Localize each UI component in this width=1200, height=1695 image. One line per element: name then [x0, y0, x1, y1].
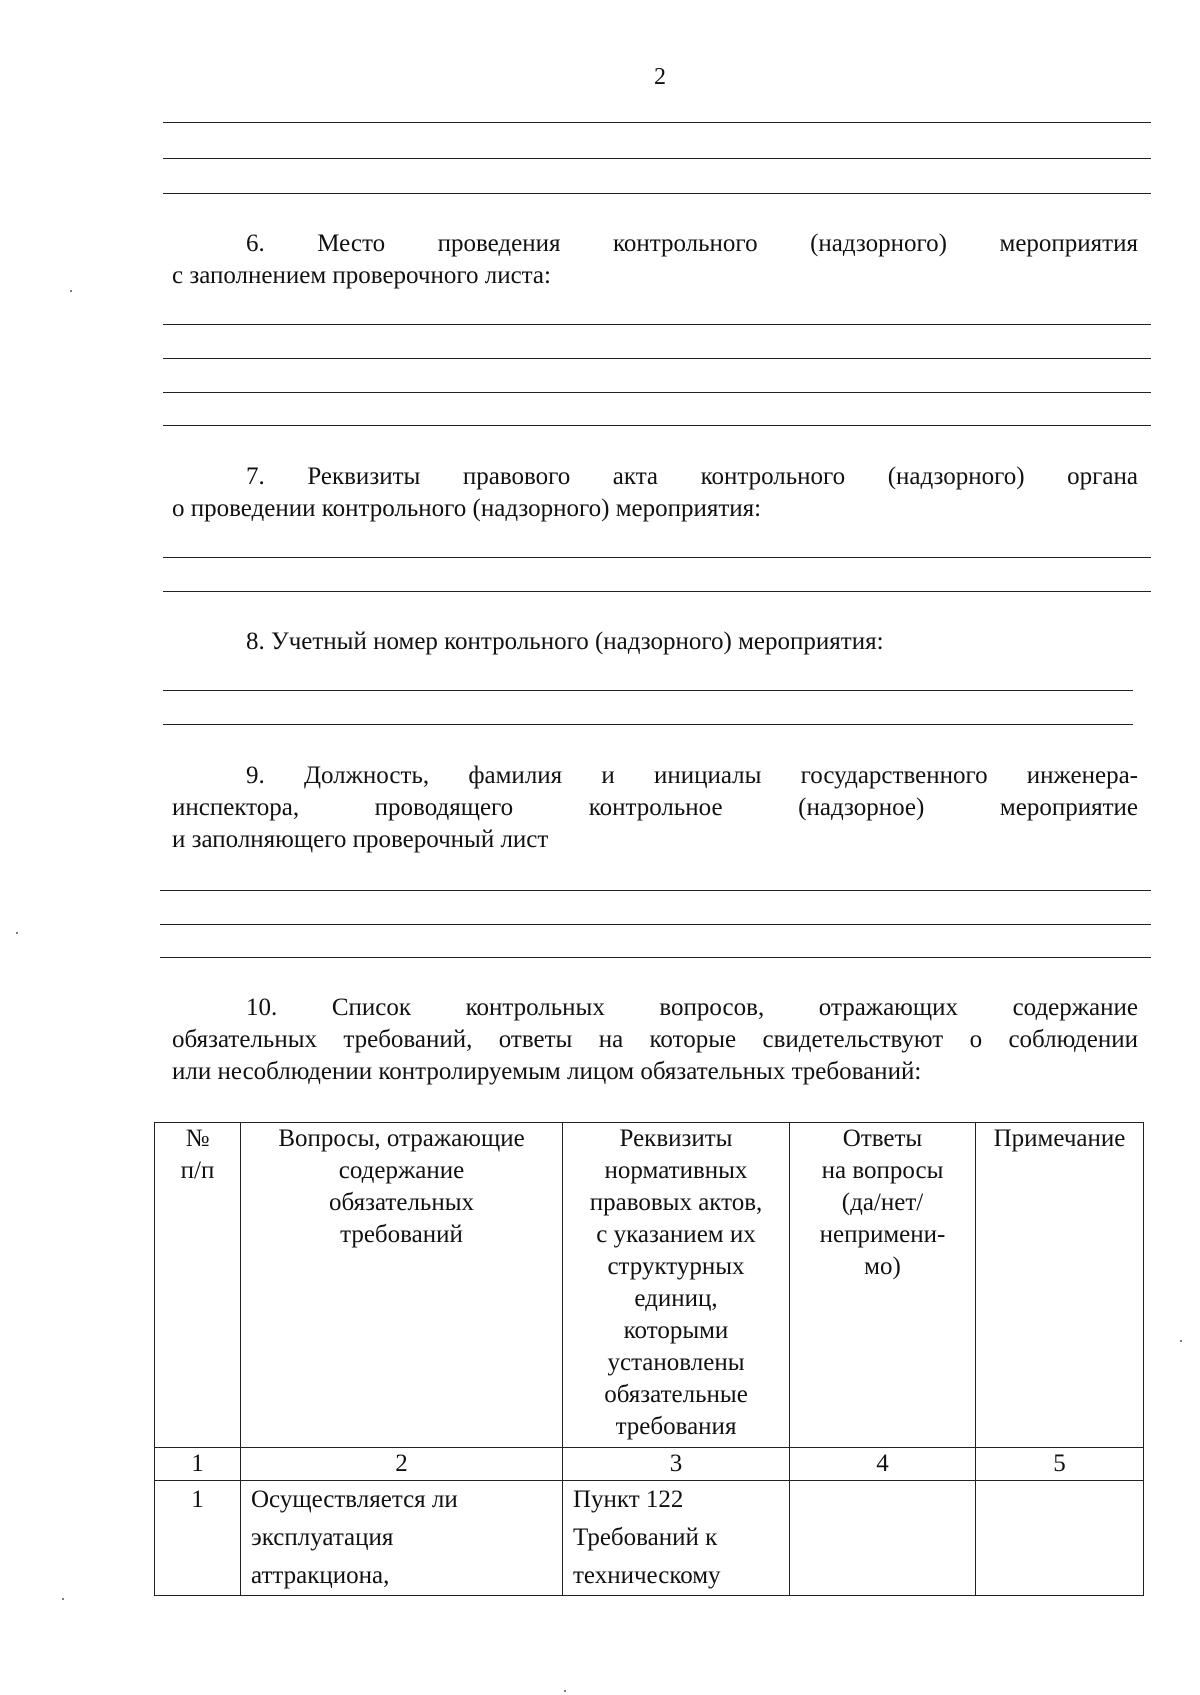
checklist-table: [154, 1122, 1144, 1596]
blank-line: [163, 557, 1151, 558]
scan-speck: [70, 290, 72, 292]
section-9-line-1: 9. Должность, фамилия и инициалы государственного инженера-: [246, 762, 1138, 789]
header-line: №: [185, 1125, 210, 1152]
header-line: которыми: [623, 1317, 729, 1344]
section-9-text: [172, 760, 1138, 856]
section-9-line-2: инспектора, проводящего контрольное (надзорное) мероприятие: [172, 794, 1138, 821]
row-answer-cell[interactable]: [790, 1481, 976, 1596]
header-line: нормативных: [604, 1157, 748, 1184]
header-line: правовых актов,: [589, 1189, 763, 1216]
header-line: Реквизиты: [619, 1125, 733, 1152]
row-question: [241, 1481, 563, 1596]
scan-speck: [564, 1690, 566, 1692]
blank-line: [163, 324, 1151, 325]
header-note: [976, 1123, 1144, 1448]
header-line: Ответы: [842, 1125, 923, 1152]
column-number: 1: [155, 1448, 241, 1481]
header-line: требований: [340, 1221, 463, 1248]
requisites-line: Пункт 122: [573, 1486, 684, 1513]
section-10-line-1: 10. Список контрольных вопросов, отражающих содержание: [246, 994, 1138, 1021]
section-10-text: [172, 992, 1138, 1088]
section-7-line-1: 7. Реквизиты правового акта контрольного (надзорного) органа: [246, 463, 1138, 490]
section-10-line-2: обязательных требований, ответы на которые свидетельствуют о соблюдении: [172, 1026, 1138, 1053]
header-line: Примечание: [993, 1125, 1126, 1152]
section-6-text: [172, 228, 1138, 292]
blank-line: [163, 690, 1133, 691]
header-line: обязательных: [329, 1189, 474, 1216]
blank-line: [163, 122, 1151, 123]
column-number-row: [155, 1448, 1144, 1481]
blank-line: [163, 591, 1151, 592]
header-number: [155, 1123, 241, 1448]
header-line: на вопросы: [821, 1157, 944, 1184]
scan-speck: [16, 932, 18, 934]
blank-line: [163, 425, 1151, 426]
section-6-line-2: с заполнением проверочного листа:: [172, 262, 551, 289]
table-header-row: [155, 1123, 1144, 1448]
header-line: непримени-: [819, 1221, 946, 1248]
header-line: единиц,: [634, 1285, 718, 1312]
header-line: установлены: [607, 1349, 745, 1376]
blank-line: [160, 957, 1151, 958]
scan-speck: [62, 1598, 64, 1600]
page-number: 2: [654, 64, 666, 90]
header-line: (да/нет/: [841, 1189, 924, 1216]
section-8-line: 8. Учетный номер контрольного (надзорного) мероприятия:: [246, 628, 884, 655]
blank-line: [163, 724, 1133, 725]
header-line: Вопросы, отражающие: [278, 1125, 525, 1152]
header-line: структурных: [607, 1253, 745, 1280]
column-number: 3: [563, 1448, 790, 1481]
question-line: эксплуатация: [251, 1524, 394, 1551]
section-6-line-1: 6. Место проведения контрольного (надзорного) мероприятия: [246, 230, 1138, 257]
section-7-line-2: о проведении контрольного (надзорного) мероприятия:: [172, 495, 762, 522]
blank-line: [163, 358, 1151, 359]
blank-line: [163, 158, 1151, 159]
column-number: 5: [976, 1448, 1144, 1481]
blank-line: [163, 392, 1151, 393]
question-line: Осуществляется ли: [251, 1486, 458, 1513]
section-9-line-3: и заполняющего проверочный лист: [172, 826, 549, 853]
row-number: 1: [155, 1481, 241, 1596]
section-10-line-3: или несоблюдении контролируемым лицом обязательных требований:: [172, 1058, 922, 1085]
header-requisites: [563, 1123, 790, 1448]
header-line: содержание: [338, 1157, 465, 1184]
header-answers: [790, 1123, 976, 1448]
header-line: с указанием их: [596, 1221, 756, 1248]
column-number: 4: [790, 1448, 976, 1481]
header-questions: [241, 1123, 563, 1448]
blank-line: [160, 890, 1151, 891]
row-requisites: [563, 1481, 790, 1596]
table-row: [155, 1481, 1144, 1596]
column-number: 2: [241, 1448, 563, 1481]
header-line: обязательные: [604, 1381, 748, 1408]
question-line: аттракциона,: [251, 1562, 390, 1589]
header-line: мо): [864, 1253, 901, 1280]
section-7-text: [172, 461, 1138, 525]
header-line: требования: [615, 1413, 737, 1440]
requisites-line: Требований к: [573, 1524, 718, 1551]
section-8-text: [172, 626, 1138, 658]
scan-speck: [1180, 1340, 1182, 1342]
blank-line: [163, 193, 1151, 194]
requisites-line: техническому: [573, 1562, 721, 1589]
header-line: п/п: [180, 1157, 215, 1184]
blank-line: [160, 924, 1151, 925]
row-note-cell[interactable]: [976, 1481, 1144, 1596]
